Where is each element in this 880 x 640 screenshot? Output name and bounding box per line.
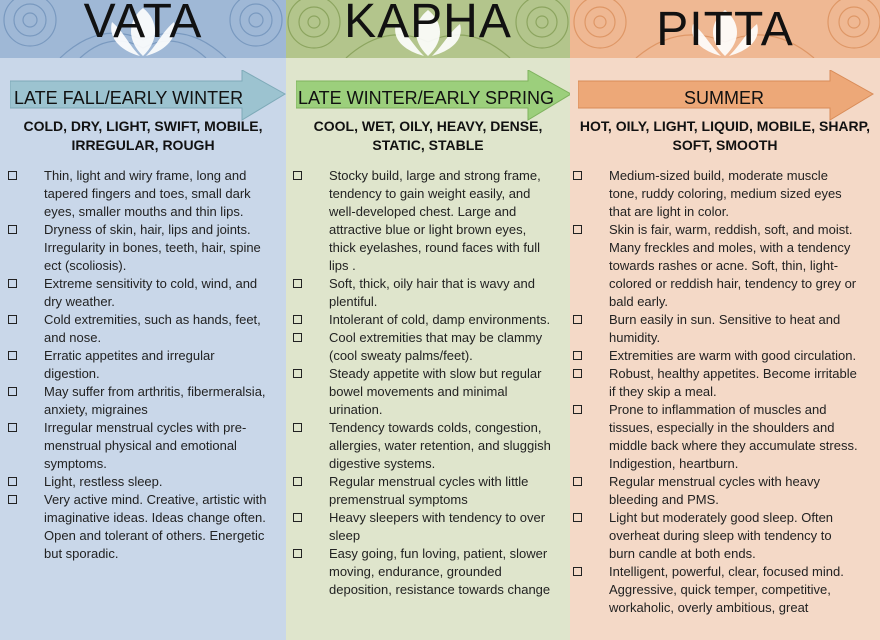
pitta-traits-list bbox=[570, 167, 880, 617]
list-item: Erratic appetites and irregular digestion. bbox=[0, 347, 286, 383]
vata-column bbox=[0, 0, 286, 640]
list-item: Cold extremities, such as hands, feet, and nose. bbox=[0, 311, 286, 347]
list-item: Easy going, fun loving, patient, slower moving, endurance, grounded deposition, resistance towards change bbox=[286, 545, 570, 599]
kapha-column bbox=[286, 0, 570, 640]
checkbox-icon bbox=[293, 171, 302, 180]
list-item: Robust, healthy appetites. Become irritable if they skip a meal. bbox=[570, 365, 880, 401]
list-item: Extremities are warm with good circulation. bbox=[570, 347, 880, 365]
list-item: Intelligent, powerful, clear, focused mind. Aggressive, quick temper, competitive, workaholic, overly ambitious, great bbox=[570, 563, 880, 617]
checkbox-icon bbox=[573, 369, 582, 378]
checkbox-icon bbox=[293, 315, 302, 324]
checkbox-icon bbox=[8, 423, 17, 432]
kapha-title: KAPHA bbox=[344, 0, 512, 48]
list-item: Soft, thick, oily hair that is wavy and plentiful. bbox=[286, 275, 570, 311]
list-item: Burn easily in sun. Sensitive to heat and humidity. bbox=[570, 311, 880, 347]
list-item: Light but moderately good sleep. Often overheat during sleep with tendency to burn candle at both ends. bbox=[570, 509, 880, 563]
list-item: Intolerant of cold, damp environments. bbox=[286, 311, 570, 329]
vata-season: LATE FALL/EARLY WINTER bbox=[14, 88, 244, 108]
checkbox-icon bbox=[573, 315, 582, 324]
vata-qualities: COLD, DRY, LIGHT, SWIFT, MOBILE, IRREGULAR, ROUGH bbox=[23, 118, 263, 153]
list-item: Steady appetite with slow but regular bowel movements and minimal urination. bbox=[286, 365, 570, 419]
pitta-column bbox=[570, 0, 880, 640]
list-item: Heavy sleepers with tendency to over sleep bbox=[286, 509, 570, 545]
checkbox-icon bbox=[573, 225, 582, 234]
checkbox-icon bbox=[8, 477, 17, 486]
list-item: Extreme sensitivity to cold, wind, and dry weather. bbox=[0, 275, 286, 311]
checkbox-icon bbox=[573, 171, 582, 180]
checkbox-icon bbox=[573, 477, 582, 486]
checkbox-icon bbox=[573, 405, 582, 414]
checkbox-icon bbox=[573, 351, 582, 360]
list-item: Prone to inflammation of muscles and tissues, especially in the shoulders and middle back where they accumulate stress. Indigestion, heartburn. bbox=[570, 401, 880, 473]
checkbox-icon bbox=[8, 315, 17, 324]
checkbox-icon bbox=[293, 513, 302, 522]
vata-title: VATA bbox=[83, 0, 203, 48]
pitta-qualities: HOT, OILY, LIGHT, LIQUID, MOBILE, SHARP, SOFT, SMOOTH bbox=[579, 118, 871, 153]
kapha-season: LATE WINTER/EARLY SPRING bbox=[298, 88, 555, 108]
checkbox-icon bbox=[8, 279, 17, 288]
list-item: Tendency towards colds, congestion, allergies, water retention, and sluggish digestive systems. bbox=[286, 419, 570, 473]
checkbox-icon bbox=[8, 387, 17, 396]
kapha-traits-list bbox=[286, 167, 570, 599]
kapha-qualities: COOL, WET, OILY, HEAVY, DENSE, STATIC, STABLE bbox=[313, 118, 543, 153]
checkbox-icon bbox=[573, 567, 582, 576]
list-item: Very active mind. Creative, artistic with imaginative ideas. Ideas change often. Open and tolerant of others. Energetic but sporadic. bbox=[0, 491, 286, 563]
vata-traits-list bbox=[0, 167, 286, 563]
pitta-season: SUMMER bbox=[684, 88, 764, 108]
list-item: Regular menstrual cycles with little premenstrual symptoms bbox=[286, 473, 570, 509]
list-item: Cool extremities that may be clammy (cool sweaty palms/feet). bbox=[286, 329, 570, 365]
list-item: Light, restless sleep. bbox=[0, 473, 286, 491]
checkbox-icon bbox=[293, 279, 302, 288]
checkbox-icon bbox=[8, 225, 17, 234]
checkbox-icon bbox=[8, 351, 17, 360]
list-item: Skin is fair, warm, reddish, soft, and moist. Many freckles and moles, with a tendency towards rashes or acne. Soft, thin, light-colored or reddish hair, tendency to grey or bald early. bbox=[570, 221, 880, 311]
checkbox-icon bbox=[293, 369, 302, 378]
checkbox-icon bbox=[293, 333, 302, 342]
list-item: Dryness of skin, hair, lips and joints. Irregularity in bones, teeth, hair, spine ect (scoliosis). bbox=[0, 221, 286, 275]
checkbox-icon bbox=[8, 495, 17, 504]
list-item: Thin, light and wiry frame, long and tapered fingers and toes, small dark eyes, smaller mouths and thin lips. bbox=[0, 167, 286, 221]
checkbox-icon bbox=[293, 549, 302, 558]
pitta-title: PITTA bbox=[656, 3, 794, 56]
list-item: Medium-sized build, moderate muscle tone, ruddy coloring, medium sized eyes that are light in color. bbox=[570, 167, 880, 221]
list-item: Irregular menstrual cycles with pre-menstrual physical and emotional symptoms. bbox=[0, 419, 286, 473]
checkbox-icon bbox=[573, 513, 582, 522]
list-item: Stocky build, large and strong frame, tendency to gain weight easily, and well-developed chest. Large and attractive blue or light brown eyes, thick eyelashes, round faces with full lips . bbox=[286, 167, 570, 275]
checkbox-icon bbox=[293, 477, 302, 486]
list-item: May suffer from arthritis, fibermeralsia, anxiety, migraines bbox=[0, 383, 286, 419]
list-item: Regular menstrual cycles with heavy bleeding and PMS. bbox=[570, 473, 880, 509]
checkbox-icon bbox=[8, 171, 17, 180]
checkbox-icon bbox=[293, 423, 302, 432]
